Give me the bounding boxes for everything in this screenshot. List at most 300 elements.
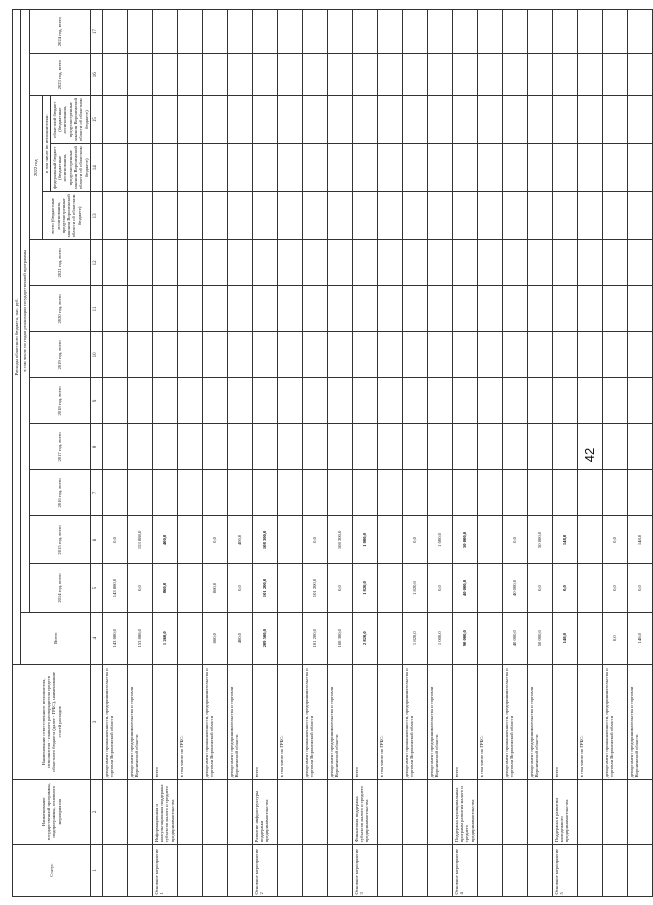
empty-cell bbox=[127, 470, 152, 516]
value-2015-cell bbox=[477, 516, 502, 564]
empty-cell bbox=[202, 10, 227, 54]
empty-cell bbox=[502, 286, 527, 332]
empty-cell bbox=[502, 192, 527, 240]
program-name-cell bbox=[577, 779, 602, 844]
column-index-cell: 7 bbox=[90, 470, 102, 516]
empty-cell bbox=[152, 286, 177, 332]
table-row bbox=[427, 10, 452, 897]
empty-cell bbox=[352, 240, 377, 286]
empty-cell bbox=[177, 424, 202, 470]
empty-cell bbox=[252, 470, 277, 516]
executors-split bbox=[51, 96, 90, 191]
executor-cell: департамент промышленности, предпринимательства и торговли Воронежской области bbox=[502, 664, 527, 779]
empty-cell bbox=[427, 470, 452, 516]
empty-cell bbox=[577, 332, 602, 378]
empty-cell bbox=[502, 54, 527, 96]
executor-cell: департамент предпринимательства и торговли Воронежской области bbox=[127, 664, 152, 779]
empty-cell bbox=[602, 240, 627, 286]
program-name-cell bbox=[427, 779, 452, 844]
empty-cell bbox=[552, 192, 577, 240]
empty-cell bbox=[327, 192, 352, 240]
empty-cell bbox=[252, 378, 277, 424]
value-2015-cell: 0,0 bbox=[402, 516, 427, 564]
empty-cell bbox=[602, 286, 627, 332]
col-years-group: в том числе по годам реализации государственной программы bbox=[21, 10, 29, 613]
total-cell: 143 880,0 bbox=[102, 612, 127, 664]
value-2014-cell: 0,0 bbox=[627, 564, 652, 612]
program-name-cell bbox=[402, 779, 427, 844]
value-2015-cell: 50 000,0 bbox=[452, 516, 477, 564]
empty-cell bbox=[427, 424, 452, 470]
empty-cell bbox=[202, 96, 227, 144]
table-row bbox=[452, 10, 477, 897]
empty-cell bbox=[502, 240, 527, 286]
empty-cell bbox=[177, 332, 202, 378]
empty-cell bbox=[227, 378, 252, 424]
total-cell: 101 200,0 bbox=[302, 612, 327, 664]
empty-cell bbox=[577, 144, 602, 192]
empty-cell bbox=[452, 424, 477, 470]
executor-cell: департамент промышленности, предпринимательства и торговли Воронежской области bbox=[202, 664, 227, 779]
empty-cell bbox=[427, 54, 452, 96]
empty-cell bbox=[177, 470, 202, 516]
empty-cell bbox=[427, 10, 452, 54]
empty-cell bbox=[127, 240, 152, 286]
value-2014-cell: 860,0 bbox=[152, 564, 177, 612]
empty-cell bbox=[352, 10, 377, 54]
empty-cell bbox=[502, 470, 527, 516]
col-status: Статус bbox=[13, 844, 91, 896]
empty-cell bbox=[452, 144, 477, 192]
program-name-cell bbox=[377, 779, 402, 844]
empty-cell bbox=[427, 96, 452, 144]
empty-cell bbox=[202, 240, 227, 286]
empty-cell bbox=[627, 470, 652, 516]
empty-cell bbox=[277, 96, 302, 144]
column-index-cell: 10 bbox=[90, 332, 102, 378]
empty-cell bbox=[352, 96, 377, 144]
empty-cell bbox=[427, 378, 452, 424]
status-cell bbox=[377, 844, 402, 896]
col-2019: 2019 год, всего bbox=[29, 332, 90, 378]
executor-cell: всего bbox=[352, 664, 377, 779]
table-row bbox=[302, 10, 327, 897]
value-2014-cell: 1 820,0 bbox=[352, 564, 377, 612]
empty-cell bbox=[627, 378, 652, 424]
empty-cell bbox=[377, 192, 402, 240]
empty-cell bbox=[377, 424, 402, 470]
empty-cell bbox=[252, 96, 277, 144]
executor-cell: департамент промышленности, предпринимательства и торговли Воронежской области bbox=[302, 664, 327, 779]
empty-cell bbox=[327, 10, 352, 54]
column-index-cell: 16 bbox=[90, 54, 102, 96]
program-name-cell bbox=[527, 779, 552, 844]
empty-cell bbox=[352, 192, 377, 240]
empty-cell bbox=[477, 332, 502, 378]
value-2014-cell bbox=[277, 564, 302, 612]
empty-cell bbox=[352, 54, 377, 96]
empty-cell bbox=[627, 54, 652, 96]
value-2015-cell: 0,0 bbox=[602, 516, 627, 564]
empty-cell bbox=[477, 378, 502, 424]
empty-cell bbox=[602, 10, 627, 54]
program-name-cell bbox=[227, 779, 252, 844]
empty-cell bbox=[452, 378, 477, 424]
column-index-cell: 8 bbox=[90, 424, 102, 470]
empty-cell bbox=[127, 96, 152, 144]
table-body bbox=[102, 10, 652, 897]
col-2016: 2016 год, всего bbox=[29, 470, 90, 516]
empty-cell bbox=[527, 144, 552, 192]
empty-cell bbox=[127, 286, 152, 332]
col-2022: 2022 год bbox=[29, 96, 42, 240]
empty-cell bbox=[602, 192, 627, 240]
empty-cell bbox=[202, 424, 227, 470]
executor-cell: департамент промышленности, предпринимательства и торговли Воронежской области bbox=[402, 664, 427, 779]
status-cell bbox=[302, 844, 327, 896]
empty-cell bbox=[502, 378, 527, 424]
empty-cell bbox=[627, 96, 652, 144]
table-row bbox=[202, 10, 227, 897]
empty-cell bbox=[152, 378, 177, 424]
table-row bbox=[577, 10, 602, 897]
status-cell bbox=[327, 844, 352, 896]
empty-cell bbox=[227, 470, 252, 516]
empty-cell bbox=[127, 192, 152, 240]
value-2014-cell: 0,0 bbox=[327, 564, 352, 612]
total-cell: 153 888,0 bbox=[127, 612, 152, 664]
empty-cell bbox=[502, 10, 527, 54]
program-name-cell bbox=[302, 779, 327, 844]
incl-executors-label: в том числе по исполнителям: bbox=[43, 96, 51, 191]
empty-cell bbox=[402, 378, 427, 424]
table-row bbox=[377, 10, 402, 897]
empty-cell bbox=[427, 286, 452, 332]
column-index-cell: 15 bbox=[90, 96, 102, 144]
empty-cell bbox=[177, 144, 202, 192]
empty-cell bbox=[152, 192, 177, 240]
value-2015-cell: 400,0 bbox=[227, 516, 252, 564]
total-cell bbox=[177, 612, 202, 664]
program-name-cell: Развитие инфраструктуры поддержки предпринимательства bbox=[252, 779, 277, 844]
empty-cell bbox=[477, 144, 502, 192]
empty-cell bbox=[252, 192, 277, 240]
value-2014-cell: 0,0 bbox=[227, 564, 252, 612]
empty-cell bbox=[127, 10, 152, 54]
empty-cell bbox=[627, 10, 652, 54]
empty-cell bbox=[277, 470, 302, 516]
empty-cell bbox=[577, 192, 602, 240]
empty-cell bbox=[152, 144, 177, 192]
empty-cell bbox=[202, 332, 227, 378]
col-2022-obl: областной бюджет (бюджетные ассигнования, предусмотренные законом Воронежской области об областном бюджете) bbox=[51, 98, 89, 142]
executor-cell: всего bbox=[252, 664, 277, 779]
value-2015-cell: 1 000,0 bbox=[352, 516, 377, 564]
empty-cell bbox=[477, 54, 502, 96]
table-row bbox=[127, 10, 152, 897]
empty-cell bbox=[327, 144, 352, 192]
status-cell bbox=[577, 844, 602, 896]
value-2014-cell bbox=[377, 564, 402, 612]
status-cell bbox=[102, 844, 127, 896]
empty-cell bbox=[602, 424, 627, 470]
empty-cell bbox=[577, 54, 602, 96]
value-2014-cell: 860,0 bbox=[202, 564, 227, 612]
empty-cell bbox=[302, 54, 327, 96]
empty-cell bbox=[527, 332, 552, 378]
empty-cell bbox=[227, 10, 252, 54]
total-cell: 860,0 bbox=[202, 612, 227, 664]
empty-cell bbox=[152, 424, 177, 470]
empty-cell bbox=[502, 424, 527, 470]
empty-cell bbox=[402, 424, 427, 470]
executor-cell: в том числе по ГРБС: bbox=[577, 664, 602, 779]
empty-cell bbox=[177, 286, 202, 332]
total-cell bbox=[377, 612, 402, 664]
empty-cell bbox=[552, 144, 577, 192]
empty-cell bbox=[177, 10, 202, 54]
empty-cell bbox=[102, 10, 127, 54]
empty-cell bbox=[177, 378, 202, 424]
executor-cell: в том числе по ГРБС: bbox=[477, 664, 502, 779]
empty-cell bbox=[402, 286, 427, 332]
empty-cell bbox=[327, 378, 352, 424]
value-2014-cell: 0,0 bbox=[602, 564, 627, 612]
empty-cell bbox=[127, 424, 152, 470]
total-cell: 148,0 bbox=[627, 612, 652, 664]
empty-cell bbox=[252, 424, 277, 470]
executor-cell: в том числе по ГРБС: bbox=[177, 664, 202, 779]
column-index-cell: 3 bbox=[90, 664, 102, 779]
value-2014-cell: 0,0 bbox=[127, 564, 152, 612]
empty-cell bbox=[377, 332, 402, 378]
value-2014-cell: 101 200,0 bbox=[302, 564, 327, 612]
empty-cell bbox=[552, 470, 577, 516]
empty-cell bbox=[202, 286, 227, 332]
empty-cell bbox=[352, 332, 377, 378]
empty-cell bbox=[102, 192, 127, 240]
empty-cell bbox=[552, 286, 577, 332]
empty-cell bbox=[277, 54, 302, 96]
empty-cell bbox=[427, 144, 452, 192]
empty-cell bbox=[352, 424, 377, 470]
value-2015-cell: 0,0 bbox=[502, 516, 527, 564]
empty-cell bbox=[627, 240, 652, 286]
empty-cell bbox=[177, 96, 202, 144]
program-name-cell bbox=[202, 779, 227, 844]
total-cell: 1 000,0 bbox=[427, 612, 452, 664]
total-cell: 400,0 bbox=[227, 612, 252, 664]
total-cell: 2 820,0 bbox=[352, 612, 377, 664]
program-name-cell bbox=[277, 779, 302, 844]
empty-cell bbox=[452, 240, 477, 286]
empty-cell bbox=[177, 54, 202, 96]
value-2015-cell: 0,0 bbox=[302, 516, 327, 564]
program-name-cell bbox=[627, 779, 652, 844]
status-cell bbox=[477, 844, 502, 896]
value-2015-cell bbox=[377, 516, 402, 564]
empty-cell bbox=[302, 332, 327, 378]
value-2015-cell bbox=[577, 516, 602, 564]
col-2020: 2020 год, всего bbox=[29, 286, 90, 332]
status-cell bbox=[627, 844, 652, 896]
total-cell bbox=[277, 612, 302, 664]
empty-cell bbox=[127, 378, 152, 424]
empty-cell bbox=[477, 10, 502, 54]
empty-cell bbox=[227, 54, 252, 96]
total-cell: 148,0 bbox=[552, 612, 577, 664]
empty-cell bbox=[527, 470, 552, 516]
empty-cell bbox=[627, 286, 652, 332]
empty-cell bbox=[527, 54, 552, 96]
table-row bbox=[277, 10, 302, 897]
empty-cell bbox=[602, 378, 627, 424]
column-index-cell: 11 bbox=[90, 286, 102, 332]
empty-cell bbox=[327, 54, 352, 96]
empty-cell bbox=[477, 286, 502, 332]
status-cell: Основное мероприятие 5 bbox=[552, 844, 577, 896]
empty-cell bbox=[577, 240, 602, 286]
empty-cell bbox=[402, 54, 427, 96]
col-2022-executors bbox=[42, 96, 90, 192]
empty-cell bbox=[102, 240, 127, 286]
value-2015-cell: 148,0 bbox=[552, 516, 577, 564]
executor-cell: департамент предпринимательства и торговли Воронежской области bbox=[327, 664, 352, 779]
empty-cell bbox=[627, 424, 652, 470]
empty-cell bbox=[202, 192, 227, 240]
empty-cell bbox=[302, 144, 327, 192]
col-2015: 2015 год, всего bbox=[29, 516, 90, 564]
total-cell: 1 260,0 bbox=[152, 612, 177, 664]
empty-cell bbox=[327, 240, 352, 286]
empty-cell bbox=[152, 54, 177, 96]
value-2015-cell: 400,0 bbox=[152, 516, 177, 564]
empty-cell bbox=[127, 54, 152, 96]
status-cell bbox=[402, 844, 427, 896]
empty-cell bbox=[527, 240, 552, 286]
empty-cell bbox=[477, 96, 502, 144]
empty-cell bbox=[327, 332, 352, 378]
status-cell: Основное мероприятие 2 bbox=[252, 844, 277, 896]
empty-cell bbox=[377, 240, 402, 286]
executor-cell: департамент предпринимательства и торговли Воронежской области bbox=[627, 664, 652, 779]
program-name-cell: Поддержка в развитии молодежного предпринимательства bbox=[552, 779, 577, 844]
empty-cell bbox=[527, 10, 552, 54]
total-cell: 40 000,0 bbox=[502, 612, 527, 664]
table-row bbox=[602, 10, 627, 897]
empty-cell bbox=[402, 144, 427, 192]
empty-cell bbox=[152, 332, 177, 378]
empty-cell bbox=[552, 332, 577, 378]
empty-cell bbox=[102, 54, 127, 96]
empty-cell bbox=[277, 10, 302, 54]
empty-cell bbox=[202, 470, 227, 516]
value-2015-cell: 0,0 bbox=[202, 516, 227, 564]
total-cell bbox=[577, 612, 602, 664]
empty-cell bbox=[402, 240, 427, 286]
empty-cell bbox=[452, 96, 477, 144]
column-index-row bbox=[90, 10, 102, 897]
empty-cell bbox=[102, 96, 127, 144]
empty-cell bbox=[352, 470, 377, 516]
empty-cell bbox=[202, 378, 227, 424]
empty-cell bbox=[102, 378, 127, 424]
empty-cell bbox=[527, 96, 552, 144]
empty-cell bbox=[427, 192, 452, 240]
empty-cell bbox=[527, 286, 552, 332]
empty-cell bbox=[602, 332, 627, 378]
empty-cell bbox=[277, 240, 302, 286]
value-2015-cell: 1 000,0 bbox=[427, 516, 452, 564]
column-index-cell: 1 bbox=[90, 844, 102, 896]
value-2015-cell: 50 000,0 bbox=[527, 516, 552, 564]
value-2015-cell: 153 888,0 bbox=[127, 516, 152, 564]
empty-cell bbox=[502, 144, 527, 192]
empty-cell bbox=[627, 144, 652, 192]
empty-cell bbox=[202, 144, 227, 192]
program-name-cell: Финансовая поддержка субъектов малого и среднего предпринимательства bbox=[352, 779, 377, 844]
empty-cell bbox=[352, 286, 377, 332]
col-2017: 2017 год, всего bbox=[29, 424, 90, 470]
empty-cell bbox=[502, 332, 527, 378]
col-2021: 2021 год, всего bbox=[29, 240, 90, 286]
empty-cell bbox=[402, 10, 427, 54]
empty-cell bbox=[302, 96, 327, 144]
program-name-cell bbox=[602, 779, 627, 844]
empty-cell bbox=[127, 144, 152, 192]
empty-cell bbox=[577, 424, 602, 470]
status-cell bbox=[277, 844, 302, 896]
col-2024: 2024 год, всего bbox=[29, 10, 90, 54]
status-cell bbox=[202, 844, 227, 896]
table-row bbox=[527, 10, 552, 897]
column-index-cell: 6 bbox=[90, 516, 102, 564]
status-cell: Основное мероприятие 3 bbox=[352, 844, 377, 896]
value-2015-cell bbox=[177, 516, 202, 564]
empty-cell bbox=[377, 10, 402, 54]
empty-cell bbox=[227, 286, 252, 332]
empty-cell bbox=[277, 286, 302, 332]
col-total: Всего bbox=[21, 612, 91, 664]
empty-cell bbox=[302, 10, 327, 54]
empty-cell bbox=[402, 192, 427, 240]
empty-cell bbox=[402, 470, 427, 516]
total-cell: 90 000,0 bbox=[452, 612, 477, 664]
empty-cell bbox=[127, 332, 152, 378]
executor-cell: всего bbox=[152, 664, 177, 779]
table-row bbox=[627, 10, 652, 897]
table-row bbox=[552, 10, 577, 897]
empty-cell bbox=[552, 378, 577, 424]
table-row bbox=[477, 10, 502, 897]
empty-cell bbox=[602, 144, 627, 192]
status-cell bbox=[227, 844, 252, 896]
empty-cell bbox=[102, 470, 127, 516]
empty-cell bbox=[577, 10, 602, 54]
empty-cell bbox=[527, 378, 552, 424]
empty-cell bbox=[152, 96, 177, 144]
program-name-cell bbox=[502, 779, 527, 844]
column-index-cell: 13 bbox=[90, 192, 102, 240]
empty-cell bbox=[177, 192, 202, 240]
empty-cell bbox=[552, 424, 577, 470]
value-2014-cell: 1 820,0 bbox=[402, 564, 427, 612]
empty-cell bbox=[302, 240, 327, 286]
empty-cell bbox=[327, 96, 352, 144]
empty-cell bbox=[252, 144, 277, 192]
value-2014-cell bbox=[177, 564, 202, 612]
empty-cell bbox=[577, 286, 602, 332]
